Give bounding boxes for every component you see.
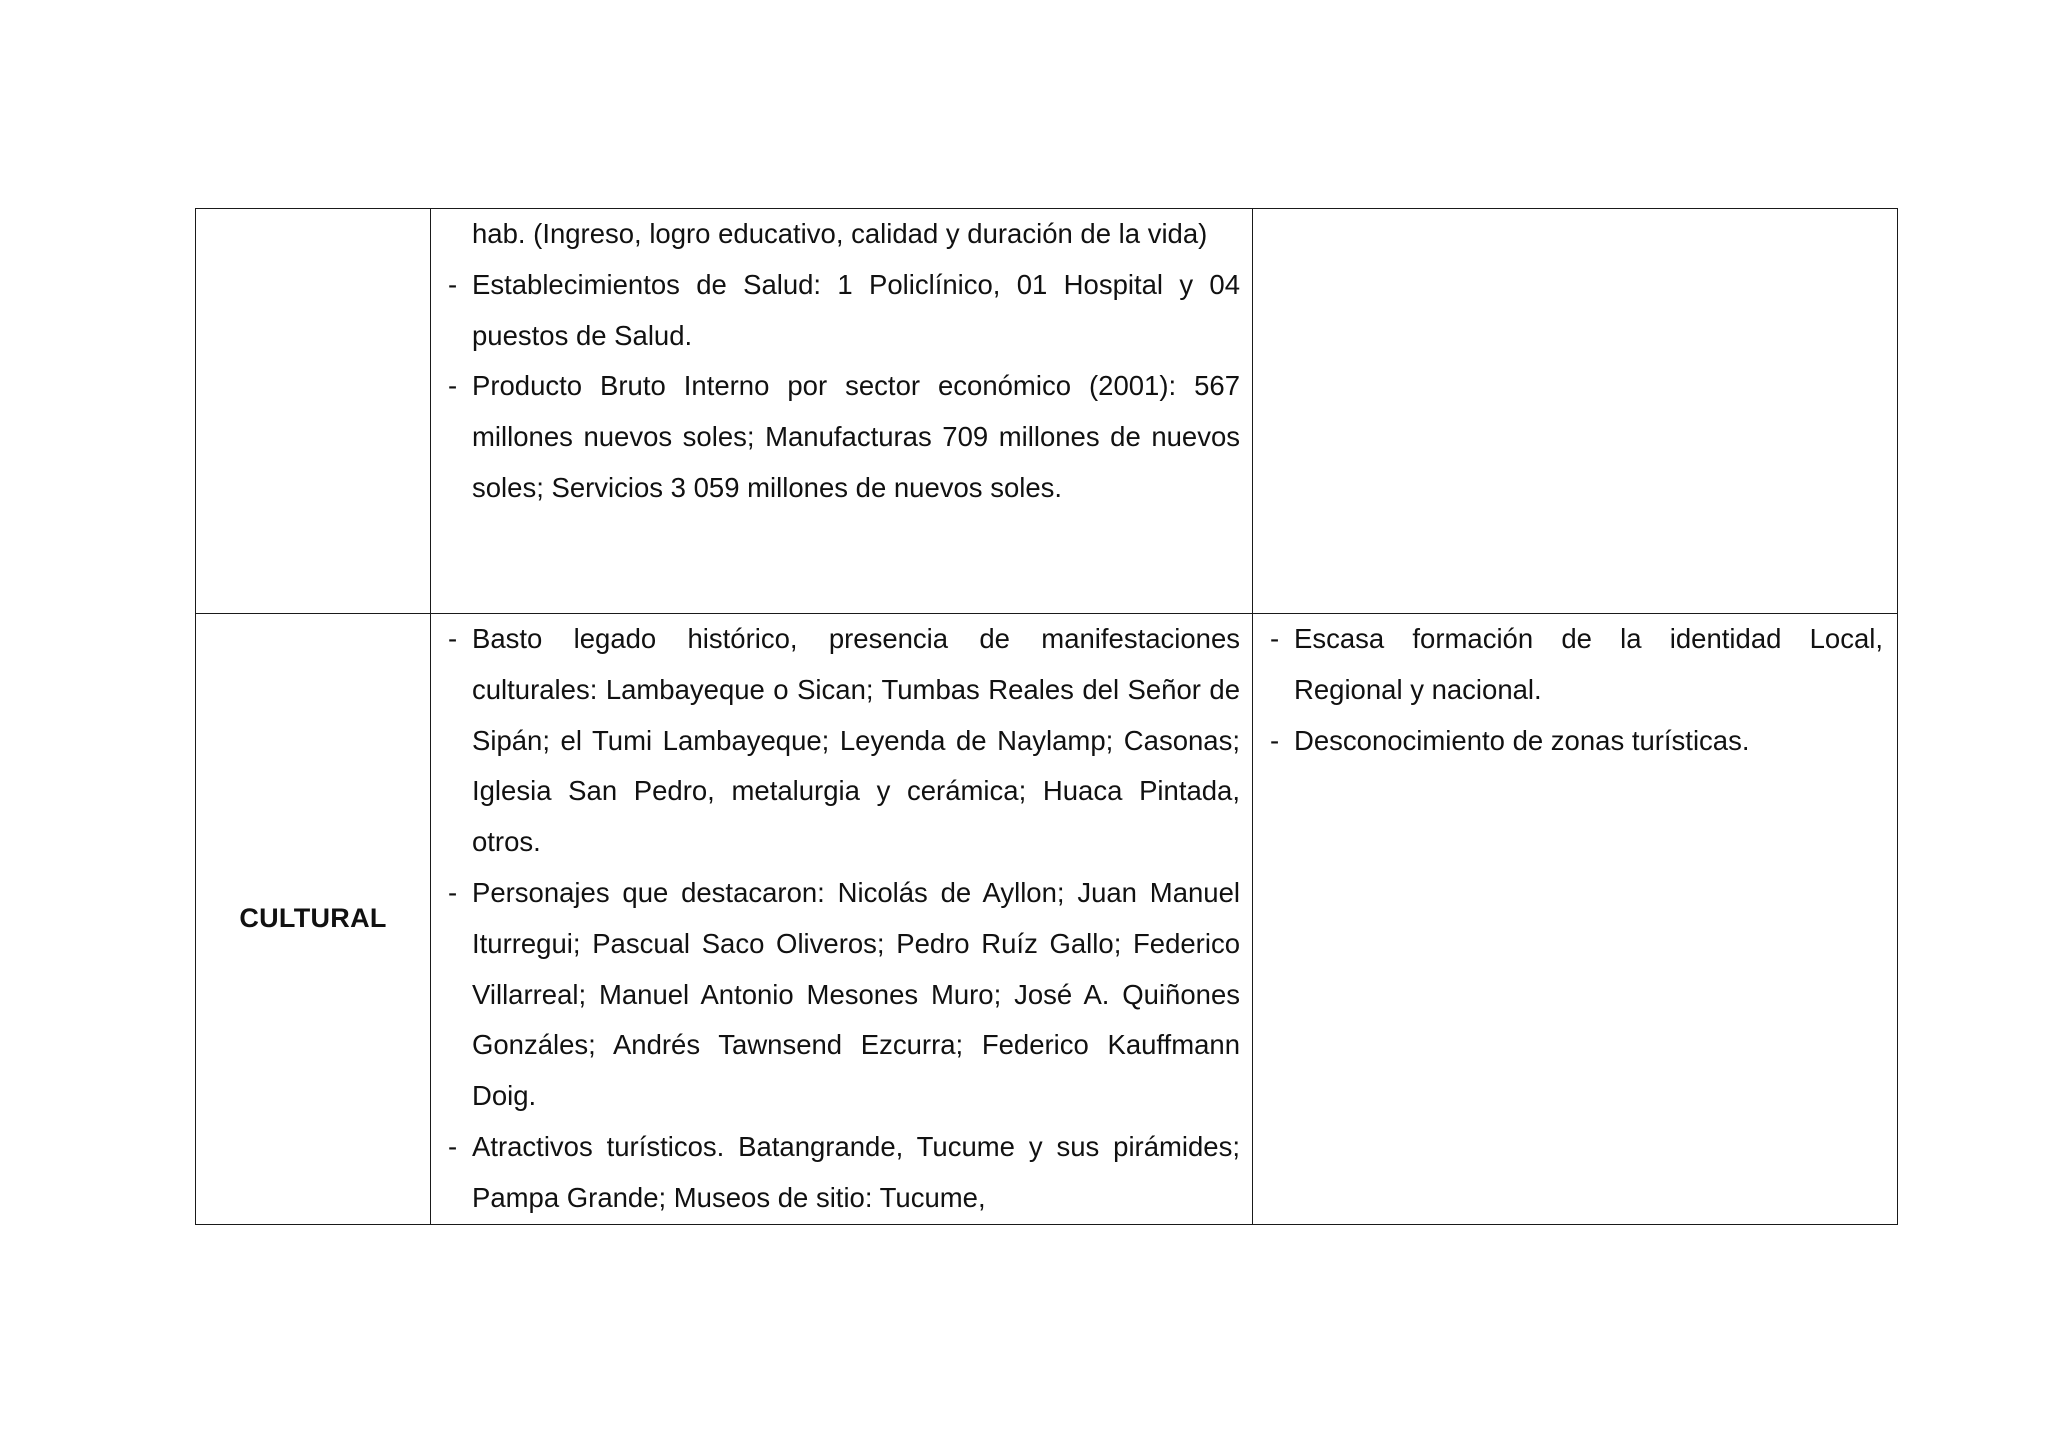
bullet-marker: - [448,876,458,908]
list-item-text: Atractivos turísticos. Batangrande, Tucume y sus pirámides; Pampa Grande; Museos de sitio: Tucume, [472,1130,1240,1213]
list-item-text: Producto Bruto Interno por sector económico (2001): 567 millones nuevos soles; Manufacturas 709 millones de nuevos soles; Servicios 3 059 millones de nuevos soles. [472,370,1240,503]
bullet-marker: - [448,370,458,402]
strengths-list [431,614,1252,1224]
bullet-marker: - [1270,724,1280,756]
list-item-text: hab. (Ingreso, logro educativo, calidad y duración de la vida) [472,218,1208,249]
bullet-marker: - [448,268,458,300]
category-cell [196,209,431,614]
list-item [448,614,1240,868]
strengths-cell [431,209,1253,614]
list-item-text: Basto legado histórico, presencia de manifestaciones culturales: Lambayeque o Sican; Tumbas Reales del Señor de Sipán; el Tumi Lambayeque; Leyenda de Naylamp; Casonas; Iglesia San Pedro, metalurgia y cerámica; Huaca Pintada, otros. [472,623,1240,858]
strengths-cell [431,614,1253,1225]
category-cell [196,614,431,1225]
table-row-cultural [196,614,1898,1225]
weaknesses-list [1253,614,1897,766]
list-item [448,209,1240,260]
table-row-economic [196,209,1898,614]
weaknesses-cell [1253,209,1898,614]
bullet-marker: - [1270,623,1280,654]
list-item [1270,716,1883,767]
list-item [448,260,1240,362]
weaknesses-cell [1253,614,1898,1225]
list-item-text: Personajes que destacaron: Nicolás de Ayllon; Juan Manuel Iturregui; Pascual Saco Oliveros; Pedro Ruíz Gallo; Federico Villarreal; Manuel Antonio Mesones Muro; José A. Quiñones Gonzáles; Andrés Tawnsend Ezcurra; Federico Kauffmann Doig. [472,876,1240,1112]
category-label: CULTURAL [239,903,387,934]
list-item [448,361,1240,513]
list-item-text: Establecimientos de Salud: 1 Policlínico, 01 Hospital y 04 puestos de Salud. [472,268,1240,351]
list-item [448,868,1240,1122]
bullet-marker: - [448,623,458,654]
strengths-list [431,209,1252,514]
list-item [448,1122,1240,1224]
list-item-text: Escasa formación de la identidad Local, Regional y nacional. [1294,623,1883,705]
bullet-marker: - [448,1130,458,1162]
list-item [1270,614,1883,716]
analysis-table [195,208,1898,1225]
list-item-text: Desconocimiento de zonas turísticas. [1294,724,1750,756]
